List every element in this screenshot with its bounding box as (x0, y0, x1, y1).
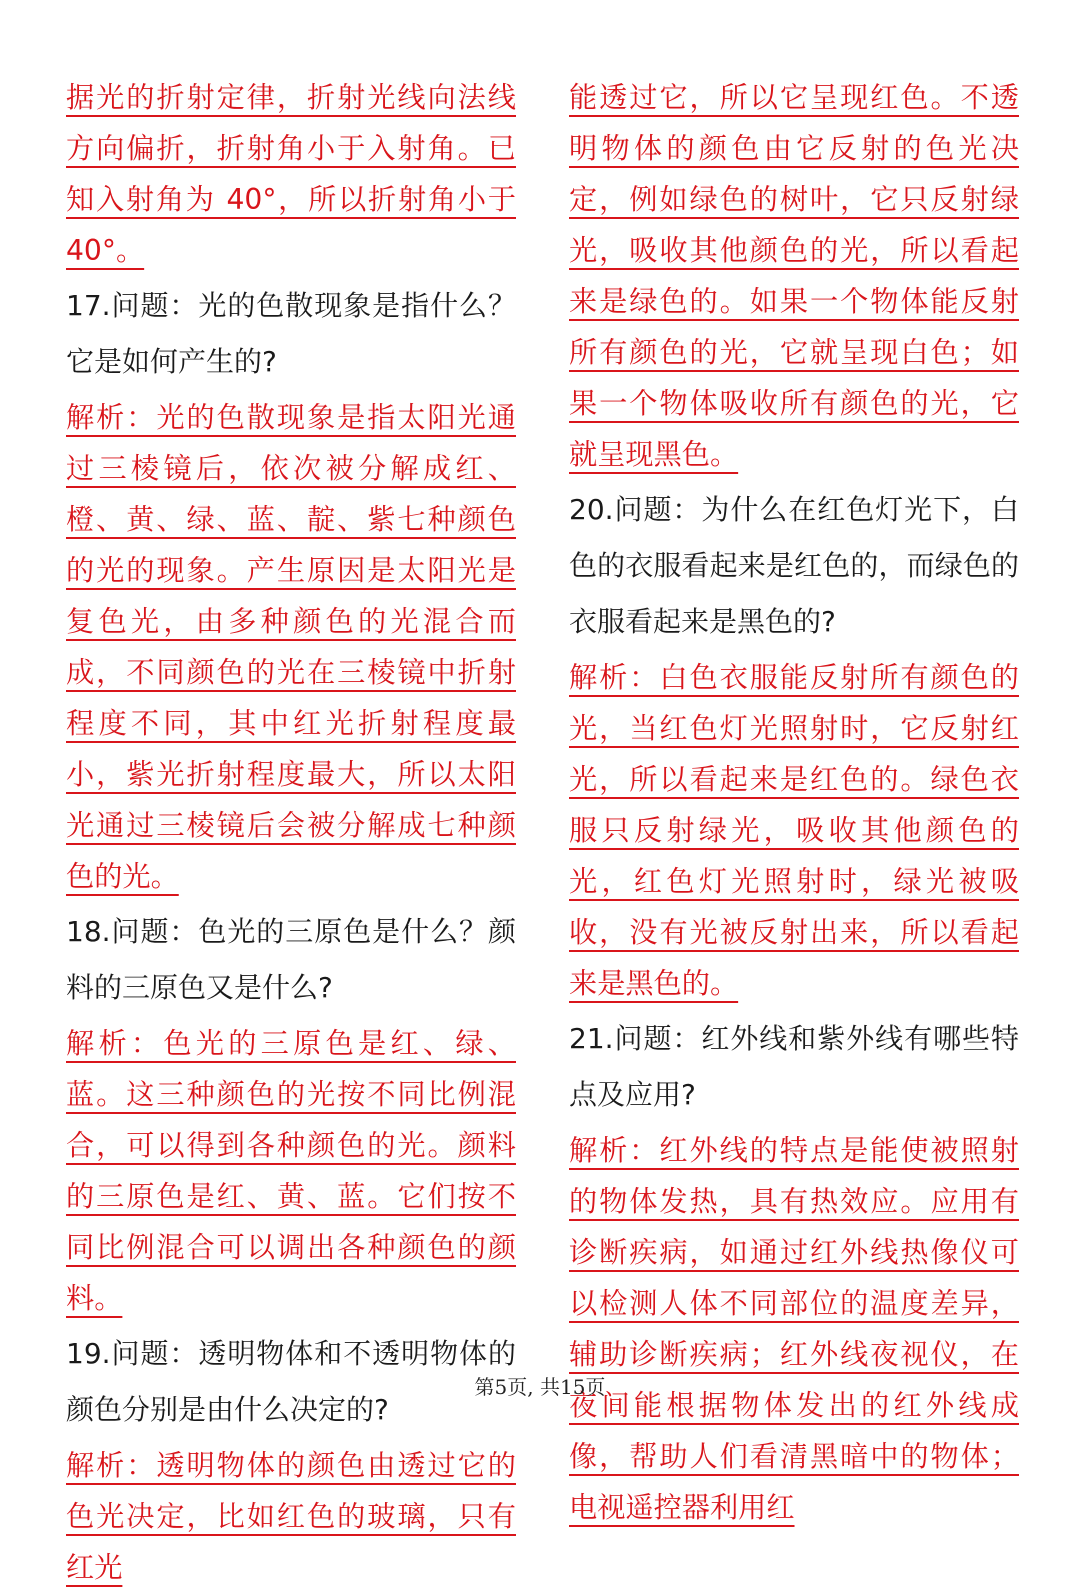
question-17: 17.问题：光的色散现象是指什么？它是如何产生的? (66, 289, 516, 378)
answer-18: 解析：色光的三原色是红、绿、蓝。这三种颜色的光按不同比例混合，可以得到各种颜色的光。颜料的三原色是红、黄、蓝。它们按不同比例混合可以调出各种颜色的颜料。 (66, 1027, 516, 1315)
question-21: 21.问题：红外线和紫外线有哪些特点及应用? (569, 1022, 1019, 1111)
answer-19-part1: 解析：透明物体的颜色由透过它的色光决定，比如红色的玻璃，只有红光 (66, 1449, 516, 1584)
answer-19-part2: 能透过它，所以它呈现红色。不透明物体的颜色由它反射的色光决定，例如绿色的树叶，它只反射绿光，吸收其他颜色的光，所以看起来是绿色的。如果一个物体能反射所有颜色的光，它就呈现白色；如果一个物体吸收所有颜色的光，它就呈现黑色。 (569, 81, 1019, 471)
page-footer (0, 1371, 1080, 1400)
answer-21: 解析：红外线的特点是能使被照射的物体发热，具有热效应。应用有诊断疾病，如通过红外线热像仪可以检测人体不同部位的温度差异，辅助诊断疾病；红外线夜视仪，在夜间能根据物体发出的红外线成像，帮助人们看清黑暗中的物体；电视遥控器利用红 (569, 1134, 1019, 1524)
page-number: 第5页, 共15页 (474, 1375, 606, 1399)
question-20: 20.问题：为什么在红色灯光下，白色的衣服看起来是红色的，而绿色的衣服看起来是黑色的? (569, 493, 1019, 638)
right-column (569, 72, 1019, 1533)
question-18: 18.问题：色光的三原色是什么？颜料的三原色又是什么? (66, 915, 516, 1004)
question-19: 19.问题：透明物体和不透明物体的颜色分别是由什么决定的? (66, 1337, 516, 1426)
answer-continuation: 据光的折射定律，折射光线向法线方向偏折，折射角小于入射角。已知入射角为 40°，所以折射角小于 40°。 (66, 81, 516, 267)
answer-17: 解析：光的色散现象是指太阳光通过三棱镜后，依次被分解成红、橙、黄、绿、蓝、靛、紫七种颜色的光的现象。产生原因是太阳光是复色光，由多种颜色的光混合而成，不同颜色的光在三棱镜中折射程度不同，其中红光折射程度最小，紫光折射程度最大，所以太阳光通过三棱镜后会被分解成七种颜色的光。 (66, 401, 516, 893)
answer-20: 解析：白色衣服能反射所有颜色的光，当红色灯光照射时，它反射红光，所以看起来是红色的。绿色衣服只反射绿光，吸收其他颜色的光，红色灯光照射时，绿光被吸收，没有光被反射出来，所以看起来是黑色的。 (569, 661, 1019, 1000)
left-column (66, 72, 516, 1593)
